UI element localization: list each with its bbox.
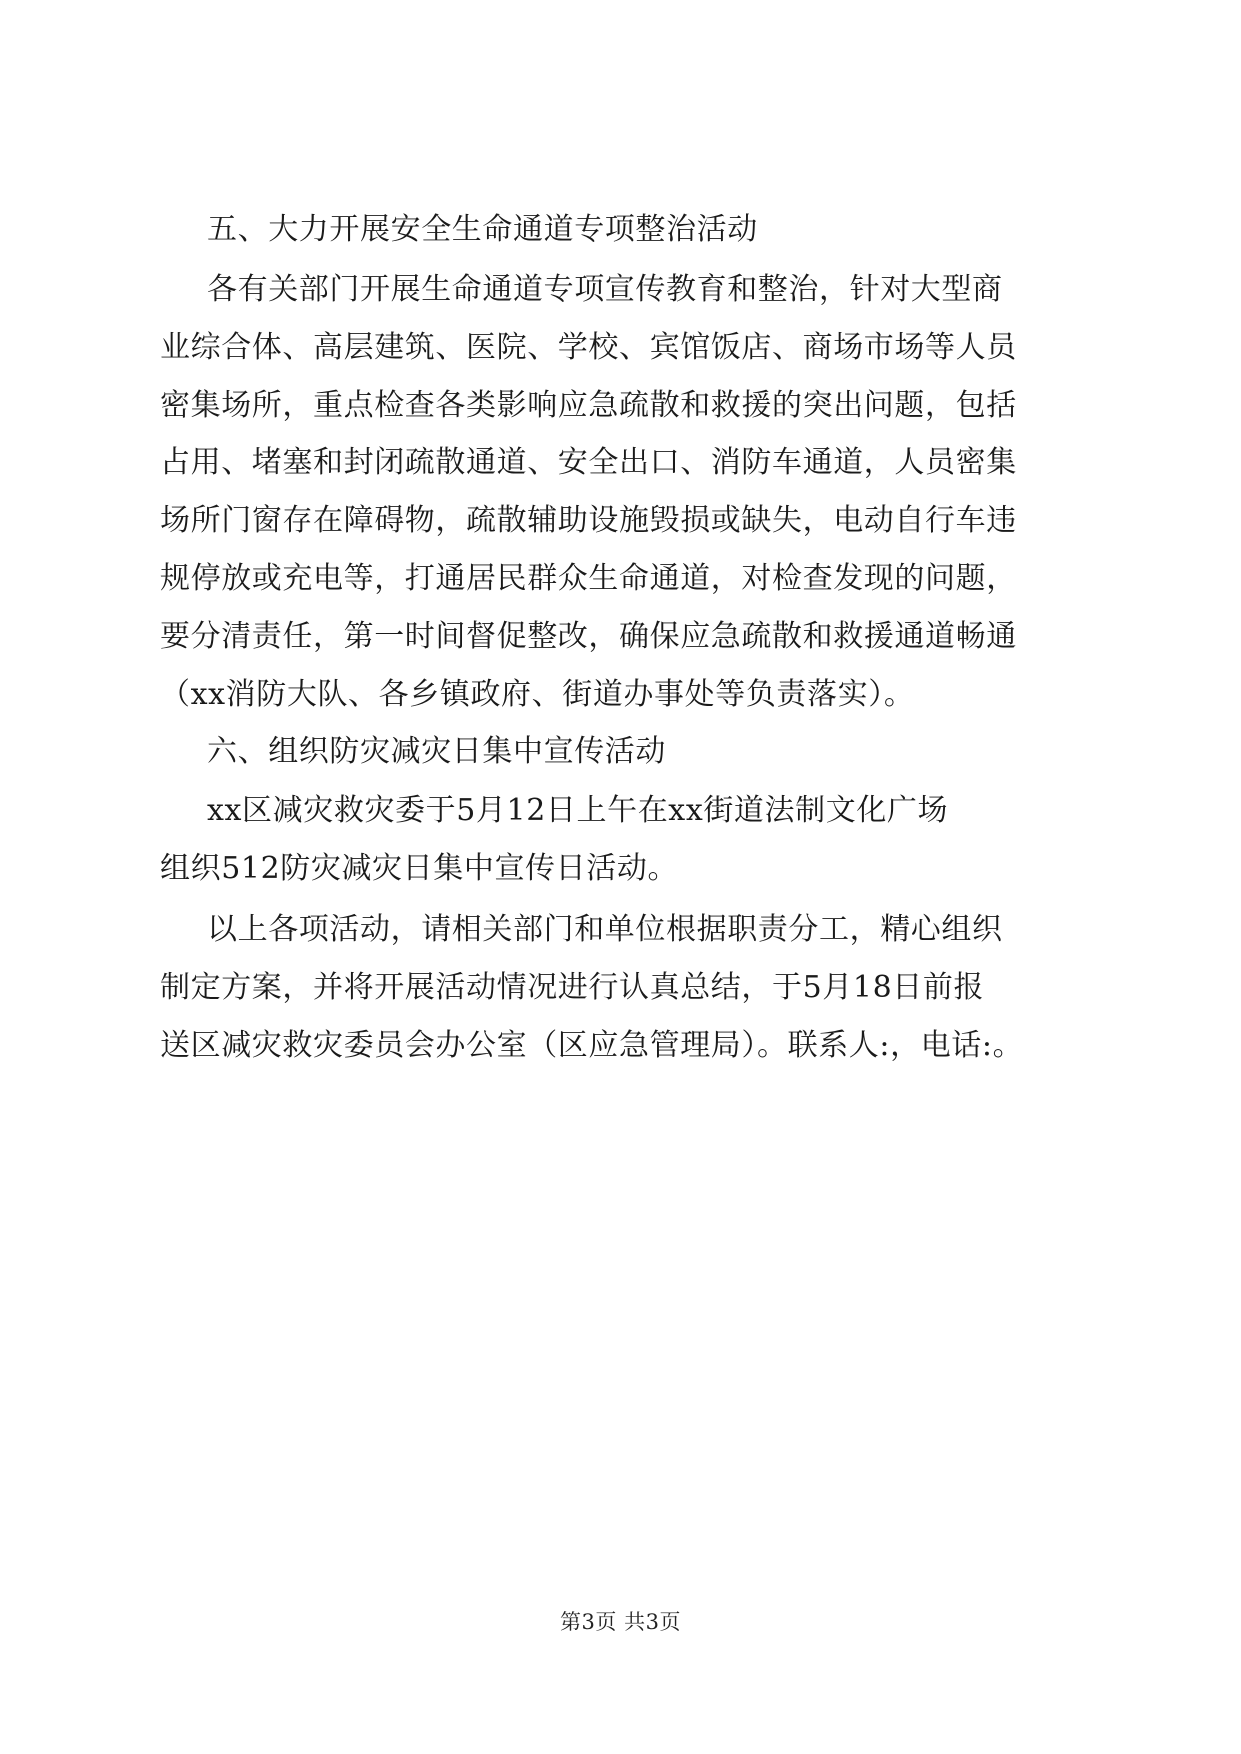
page-footer: 第3页 共3页 bbox=[560, 1610, 681, 1634]
section-6-heading: 六、组织防灾减灾日集中宣传活动 bbox=[207, 734, 666, 769]
paragraph-line: 占用、堵塞和封闭疏散通道、安全出口、消防车通道，人员密集 bbox=[160, 445, 1017, 480]
paragraph-line: xx区减灾救灾委于5月12日上午在xx街道法制文化广场 bbox=[207, 793, 949, 828]
paragraph-line: 以上各项活动，请相关部门和单位根据职责分工，精心组织 bbox=[207, 912, 1003, 947]
paragraph-line: 制定方案，并将开展活动情况进行认真总结，于5月18日前报 bbox=[160, 970, 985, 1005]
paragraph-line: （xx消防大队、各乡镇政府、街道办事处等负责落实）。 bbox=[160, 677, 915, 712]
paragraph-line: 要分清责任，第一时间督促整改，确保应急疏散和救援通道畅通 bbox=[160, 619, 1017, 654]
section-5-heading: 五、大力开展安全生命通道专项整治活动 bbox=[207, 212, 758, 247]
paragraph-line: 送区减灾救灾委员会办公室（区应急管理局）。联系人:，电话:。 bbox=[160, 1028, 1024, 1063]
paragraph-line: 规停放或充电等，打通居民群众生命通道，对检查发现的问题， bbox=[160, 561, 1017, 596]
paragraph-line: 密集场所，重点检查各类影响应急疏散和救援的突出问题，包括 bbox=[160, 388, 1017, 423]
paragraph-line: 各有关部门开展生命通道专项宣传教育和整治，针对大型商 bbox=[207, 272, 1003, 307]
paragraph-line: 业综合体、高层建筑、医院、学校、宾馆饭店、商场市场等人员 bbox=[160, 330, 1017, 365]
paragraph-line: 组织512防灾减灾日集中宣传日活动。 bbox=[160, 851, 679, 886]
paragraph-line: 场所门窗存在障碍物，疏散辅助设施毁损或缺失，电动自行车违 bbox=[160, 503, 1017, 538]
